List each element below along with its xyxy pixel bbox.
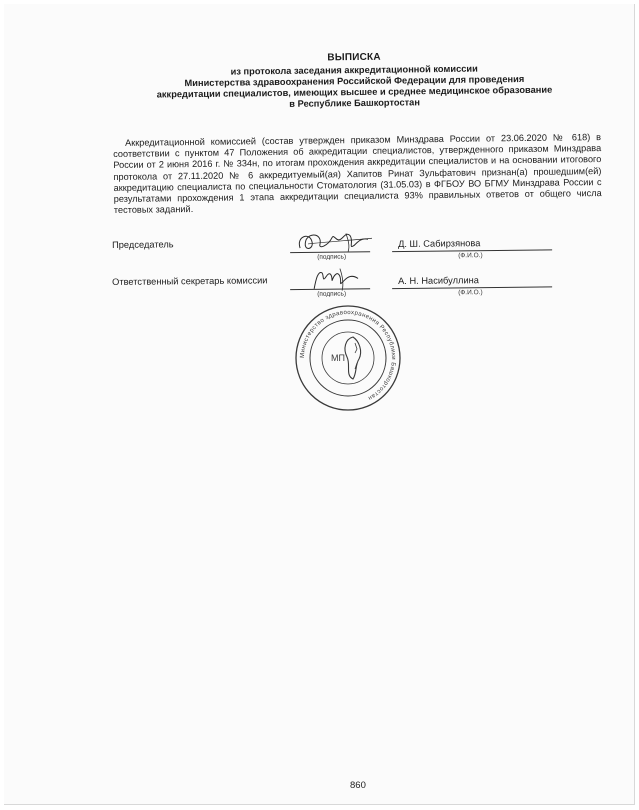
secretary-sign-caption: (подпись) — [317, 290, 347, 298]
secretary-name: А. Н. Насибуллина — [398, 275, 479, 287]
document-title: ВЫПИСКА — [327, 51, 381, 64]
header-line-3: аккредитации специалистов, имеющих высшее и среднее медицинское образование — [156, 84, 553, 100]
secretary-name-caption: (Ф.И.О.) — [458, 289, 483, 297]
body-paragraph: Аккредитационной комиссией (состав утвержден приказом Минздрава России от 23.06.2020 № 618) в соответствии с пунктом 47 Положения об аккредитации специалистов, утвержденного приказом Минздрава России от 2 июня 2016 г. № 334н, по итогам прохождения аккредитации специалистов и на основании итогового протокола от 27.11.2020 № 6 аккредитуемый(ая) Хапитов Ринат Зульфатович признан(а) прошедшим(ей) аккредитацию специалиста по специальности Стоматология (31.05.03) в ФГБОУ ВО БГМУ Минздрава России с результатами прохождения 1 этапа аккредитации специалиста 93% правильных ответов от общего числа тестовых заданий. — [113, 132, 602, 216]
chairman-sign-caption: (подпись) — [317, 253, 347, 261]
svg-text:Министерство здравоохранения Р — [300, 310, 396, 401]
header-line-1: из протокола заседания аккредитационной комиссии — [230, 63, 478, 77]
signature-row-secretary — [112, 272, 562, 307]
official-stamp-icon — [293, 303, 403, 413]
chairman-name-caption: (Ф.И.О.) — [458, 252, 483, 260]
stamp-center-text: МП — [331, 353, 345, 363]
chairman-role: Председатель — [112, 239, 174, 250]
secretary-role: Ответственный секретарь комиссии — [112, 275, 268, 287]
document-header — [114, 49, 595, 112]
header-line-4: в Республике Башкортостан — [289, 97, 421, 109]
stamp-ring-text: Министерство здравоохранения Республики Башкортостан — [299, 309, 397, 401]
document-page — [4, 4, 635, 805]
header-line-2: Министерства здравоохранения Российской Федерации для проведения — [184, 73, 525, 89]
page-number: 860 — [350, 780, 366, 791]
chairman-name: Д. Ш. Сабирзянова — [398, 238, 481, 250]
